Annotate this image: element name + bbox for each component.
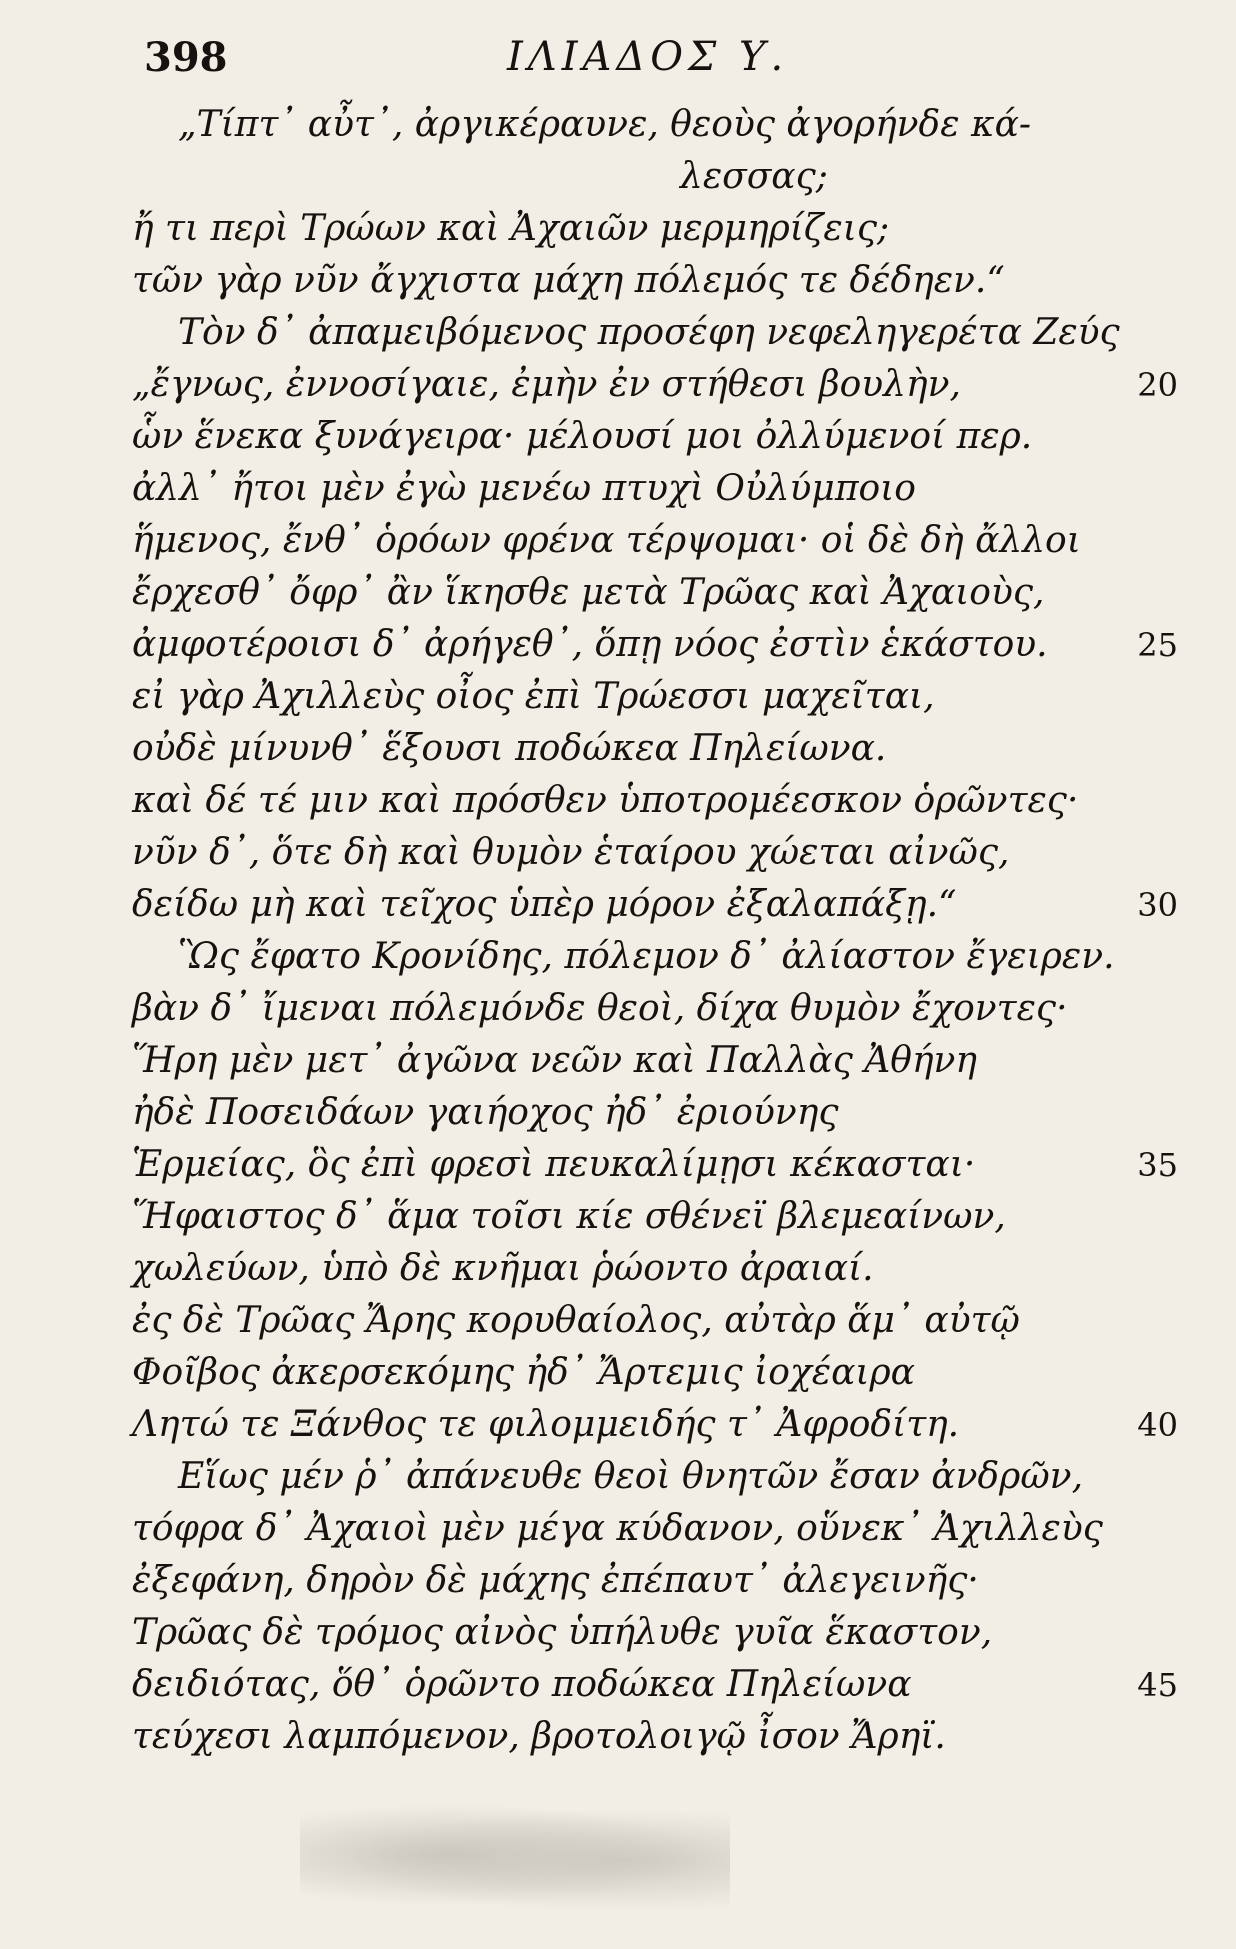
verse-line [0,672,1236,722]
line-number: 45 [1137,1666,1178,1704]
verse-text: λεσσας; [680,156,828,197]
verse-text: τεύχεσι λαμπόμενον, βροτολοιγῷ ἶσον Ἄρηϊ. [132,1716,946,1757]
verse-text: Ἥφαιστος δ᾽ ἅμα τοῖσι κίε σθένεϊ βλεμεαίνων, [132,1196,1006,1237]
ink-smudge [300,1800,730,1910]
verse-text: ἤ τι περὶ Τρώων καὶ Ἀχαιῶν μερμηρίζεις; [132,208,890,249]
verse-line [0,724,1236,774]
verse-text: ἔρχεσθ᾽ ὄφρ᾽ ἂν ἵκησθε μετὰ Τρῶας καὶ Ἀχαιοὺς, [132,572,1045,613]
verse-line [0,360,1236,410]
verse-line [0,1400,1236,1450]
verse-text: τῶν γὰρ νῦν ἄγχιστα μάχη πόλεμός τε δέδηεν.“ [132,260,1005,301]
verse-text: Ἥρη μὲν μετ᾽ ἀγῶνα νεῶν καὶ Παλλὰς Ἀθήνη [132,1040,977,1081]
verse-text: καὶ δέ τέ μιν καὶ πρόσθεν ὑποτρομέεσκον ὁρῶντες· [132,780,1079,821]
page-header [0,0,1236,110]
verse-text: Τὸν δ᾽ ἀπαμειβόμενος προσέφη νεφεληγερέτα Ζεύς [178,312,1120,353]
verse-line [0,308,1236,358]
verse-line [0,412,1236,462]
verse-text: βὰν δ᾽ ἴμεναι πόλεμόνδε θεοὶ, δίχα θυμὸν ἔχοντες· [132,988,1068,1029]
verse-text: ὧν ἕνεκα ξυνάγειρα· μέλουσί μοι ὀλλύμενοί περ. [132,416,1033,457]
page-number: 398 [144,34,228,81]
verse-line [0,464,1236,514]
verse-line [0,1192,1236,1242]
verse-text: οὐδὲ μίνυνθ᾽ ἕξουσι ποδώκεα Πηλείωνα. [132,728,887,769]
verse-text: νῦν δ᾽, ὅτε δὴ καὶ θυμὸν ἑταίρου χώεται αἰνῶς, [132,832,1010,873]
verse-line [0,828,1236,878]
verse-text: Φοῖβος ἀκερσεκόμης ἠδ᾽ Ἄρτεμις ἰοχέαιρα [132,1352,915,1393]
verse-line [0,1452,1236,1502]
verse-line [0,1296,1236,1346]
verse-line [0,1608,1236,1658]
verse-line [0,984,1236,1034]
verse-line [0,568,1236,618]
verse-text: ἐς δὲ Τρῶας Ἄρης κορυθαίολος, αὐτὰρ ἅμ᾽ αὐτῷ [132,1300,1020,1341]
verse-text: „Τίπτ᾽ αὖτ᾽, ἀργικέραυνε, θεοὺς ἀγορήνδε κά- [178,104,1032,145]
verse-line [0,1504,1236,1554]
running-title: ΙΛΙΑΔΟΣ Υ. [507,34,789,80]
verse-text: ἥμενος, ἔνθ᾽ ὁρόων φρένα τέρψομαι· οἱ δὲ δὴ ἄλλοι [132,520,1081,561]
verse-line [0,100,1236,150]
line-number: 40 [1137,1406,1178,1444]
verse-line [0,1088,1236,1138]
verse-line [0,1556,1236,1606]
line-number: 20 [1137,366,1178,404]
verse-text: ἐξεφάνη, δηρὸν δὲ μάχης ἐπέπαυτ᾽ ἀλεγεινῆς· [132,1560,979,1601]
verse-line [0,1660,1236,1710]
verse-text: ἀλλ᾽ ἤτοι μὲν ἐγὼ μενέω πτυχὶ Οὐλύμποιο [132,468,916,509]
verse-text: Ἑρμείας, ὃς ἐπὶ φρεσὶ πευκαλίμῃσι κέκασται· [132,1144,976,1185]
verse-line [0,1036,1236,1086]
verse-text: „ἔγνως, ἐννοσίγαιε, ἐμὴν ἐν στήθεσι βουλὴν, [132,364,961,405]
verse-line [0,1348,1236,1398]
verse-text: χωλεύων, ὑπὸ δὲ κνῆμαι ῥώοντο ἀραιαί. [132,1248,874,1289]
verse-text: ἀμφοτέροισι δ᾽ ἀρήγεθ᾽, ὅπῃ νόος ἐστὶν ἑκάστου. [132,624,1048,665]
verse-line [0,516,1236,566]
verse-text: Τρῶας δὲ τρόμος αἰνὸς ὑπήλυθε γυῖα ἕκαστον, [132,1612,993,1653]
verse-line [0,776,1236,826]
verse-text: Λητώ τε Ξάνθος τε φιλομμειδής τ᾽ Ἀφροδίτη. [132,1404,960,1445]
verse-line [0,1244,1236,1294]
verse-text: δειδιότας, ὅθ᾽ ὁρῶντο ποδώκεα Πηλείωνα [132,1664,912,1705]
verse-line [0,1712,1236,1762]
verse-text: δείδω μὴ καὶ τεῖχος ὑπὲρ μόρον ἐξαλαπάξῃ.“ [132,884,957,925]
verse-line [0,152,1236,202]
verse-line [0,880,1236,930]
line-number: 30 [1137,886,1178,924]
verse-line [0,256,1236,306]
verse-line [0,620,1236,670]
verse-line [0,932,1236,982]
verse-text: εἰ γὰρ Ἀχιλλεὺς οἶος ἐπὶ Τρώεσσι μαχεῖται, [132,676,935,717]
verse-line [0,204,1236,254]
verse-line [0,1140,1236,1190]
verse-text: Εἵως μέν ῥ᾽ ἀπάνευθε θεοὶ θνητῶν ἔσαν ἀνδρῶν, [178,1456,1084,1497]
verse-text: Ὣς ἔφατο Κρονίδης, πόλεμον δ᾽ ἀλίαστον ἔγειρεν. [178,936,1115,977]
verse-text: τόφρα δ᾽ Ἀχαιοὶ μὲν μέγα κύδανον, οὕνεκ᾽ Ἀχιλλεὺς [132,1508,1103,1549]
verse-text: ἠδὲ Ποσειδάων γαιήοχος ἠδ᾽ ἐριούνης [132,1092,839,1133]
line-number: 25 [1137,626,1178,664]
line-number: 35 [1137,1146,1178,1184]
